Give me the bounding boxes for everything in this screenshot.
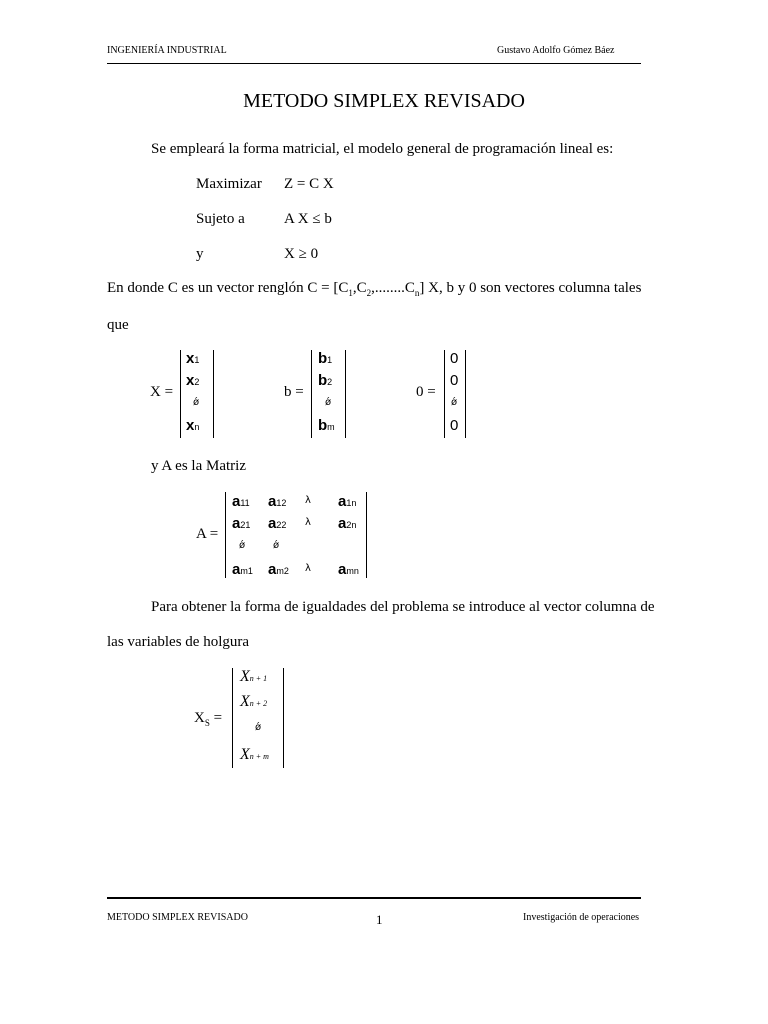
matrix-entry-amn: amn xyxy=(338,561,359,578)
vector-b-left-bar xyxy=(311,350,312,438)
footer-right: Investigación de operaciones xyxy=(523,912,640,923)
vector-xs-entry-1: Xn + 1 xyxy=(240,668,268,685)
vector-b-vdots: ǿ xyxy=(325,397,332,408)
vector-xs-left-bar xyxy=(232,668,233,768)
model-label-maximize: Maximizar xyxy=(196,176,262,192)
model-expr-objective: Z = C X xyxy=(284,176,334,192)
model-label-subject: Sujeto a xyxy=(196,211,245,227)
vector-x-vdots: ǿ xyxy=(193,397,200,408)
matrix-a-label: A = xyxy=(196,526,219,542)
vector-b-entry-2: b2 xyxy=(318,372,333,389)
vector-x-left-bar xyxy=(180,350,181,438)
matrix-entry-a22: a22 xyxy=(268,515,287,532)
matrix-entry-a11: a11 xyxy=(232,493,250,510)
header-right: Gustavo Adolfo Gómez Báez xyxy=(497,45,615,56)
matrix-vdots-col2: ǿ xyxy=(273,540,280,551)
vector-x-entry-1: x1 xyxy=(186,350,200,367)
vector-xs-label: $X_S$ = xyxy=(194,710,223,728)
header-left: INGENIERÍA INDUSTRIAL xyxy=(107,45,227,56)
where-text-line1: En donde C es un vector renglón $C = [C_1,C_2,........C_n]$ X, b y 0 son vectores columna tales xyxy=(107,280,642,298)
slack-text-line2: las variables de holgura xyxy=(107,634,250,650)
model-expr-nonneg: X ≥ 0 xyxy=(284,246,319,262)
matrix-intro-text: y A es la Matriz xyxy=(151,458,246,474)
vector-x-entry-2: x2 xyxy=(186,372,200,389)
intro-text: Se empleará la forma matricial, el modelo general de programación lineal es: xyxy=(151,141,614,157)
matrix-entry-am2: am2 xyxy=(268,561,289,578)
vector-x-label: X = xyxy=(150,384,174,400)
vector-zero-entry-2: 0 xyxy=(450,372,459,389)
matrix-entry-am1: am1 xyxy=(232,561,253,578)
vector-b-right-bar xyxy=(345,350,346,438)
vector-b-label: b = xyxy=(284,384,304,400)
vector-xs-entry-2: Xn + 2 xyxy=(240,693,268,710)
matrix-a-right-bar xyxy=(366,492,367,578)
page-number: 1 xyxy=(376,912,383,927)
matrix-entry-a1n: a1n xyxy=(338,493,357,510)
footer-rule xyxy=(107,897,641,899)
vector-zero-label: 0 = xyxy=(416,384,436,400)
vector-xs-vdots: ǿ xyxy=(255,722,262,733)
model-label-and: y xyxy=(196,246,204,262)
vector-xs-entry-m: Xn + m xyxy=(240,746,269,763)
page-title: METODO SIMPLEX REVISADO xyxy=(243,90,525,112)
matrix-entry-a2n: a2n xyxy=(338,515,357,532)
matrix-a-left-bar xyxy=(225,492,226,578)
matrix-hdots-rowm: λ xyxy=(305,563,311,574)
matrix-entry-a21: a21 xyxy=(232,515,251,532)
vector-zero-left-bar xyxy=(444,350,445,438)
header-rule xyxy=(107,63,641,64)
vector-b-entry-1: b1 xyxy=(318,350,333,367)
matrix-hdots-row1: λ xyxy=(305,495,311,506)
vector-zero-vdots: ǿ xyxy=(451,397,458,408)
footer-left: METODO SIMPLEX REVISADO xyxy=(107,912,248,923)
matrix-entry-a12: a12 xyxy=(268,493,287,510)
vector-zero-right-bar xyxy=(465,350,466,438)
vector-xs-right-bar xyxy=(283,668,284,768)
vector-x-entry-n: xn xyxy=(186,417,200,434)
where-text-line2: que xyxy=(107,317,129,333)
model-expr-constraint: A X ≤ b xyxy=(284,211,332,227)
vector-zero-entry-n: 0 xyxy=(450,417,459,434)
matrix-vdots-col1: ǿ xyxy=(239,540,246,551)
vector-x-right-bar xyxy=(213,350,214,438)
matrix-hdots-row2: λ xyxy=(305,517,311,528)
slack-text-line1: Para obtener la forma de igualdades del problema se introduce al vector columna de xyxy=(151,599,655,615)
vector-zero-entry-1: 0 xyxy=(450,350,459,367)
vector-b-entry-m: bm xyxy=(318,417,335,434)
